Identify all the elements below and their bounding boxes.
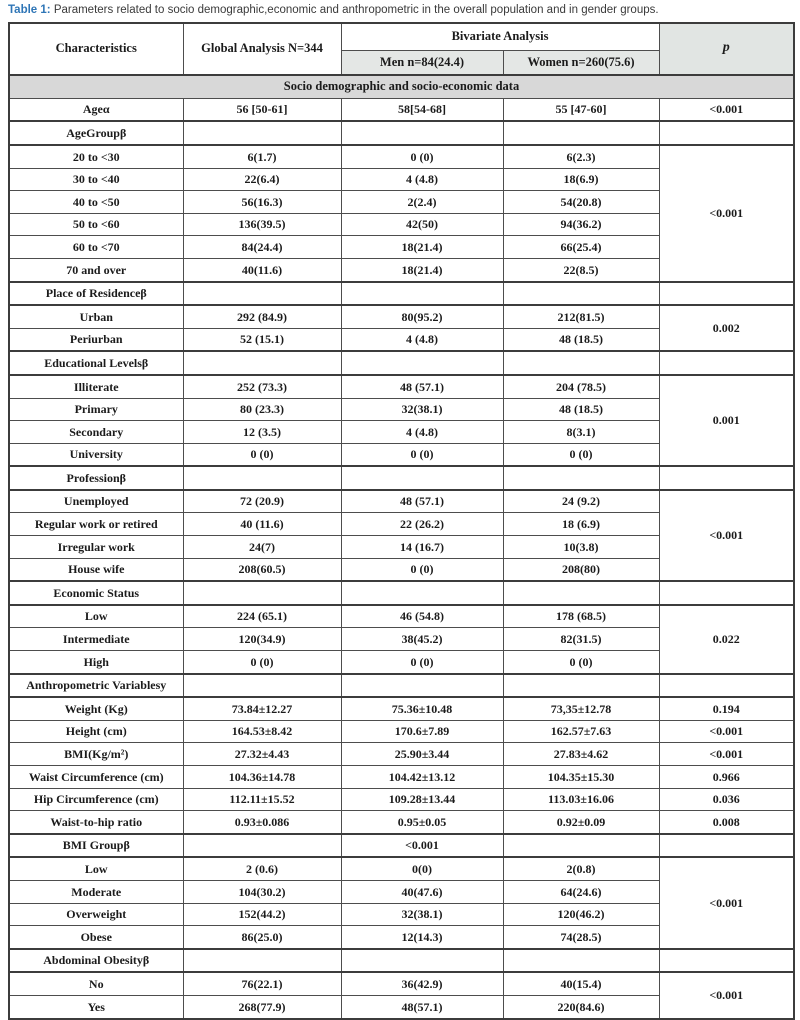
cell-global: 12 (3.5) — [183, 421, 341, 444]
cell-global — [183, 581, 341, 605]
row-label: University — [9, 443, 183, 466]
cell-women: 74(28.5) — [503, 926, 659, 949]
cell-women: 162.57±7.63 — [503, 720, 659, 743]
row-label: Educational Levelsβ — [9, 351, 183, 375]
row-label: Low — [9, 857, 183, 880]
section-band-row — [9, 75, 794, 99]
group-row — [9, 834, 794, 858]
header-women: Women n=260(75.6) — [503, 50, 659, 75]
row-label: 30 to <40 — [9, 168, 183, 191]
table-row — [9, 305, 794, 328]
cell-men: 2(2.4) — [341, 191, 503, 214]
row-label: Unemployed — [9, 490, 183, 513]
cell-men: 40(47.6) — [341, 880, 503, 903]
cell-men — [341, 581, 503, 605]
cell-p — [659, 949, 794, 973]
table-header — [9, 23, 794, 75]
cell-women: 48 (18.5) — [503, 328, 659, 351]
cell-women — [503, 674, 659, 698]
cell-men: 18(21.4) — [341, 258, 503, 281]
table-row — [9, 766, 794, 789]
cell-p: <0.001 — [659, 145, 794, 282]
cell-global: 136(39.5) — [183, 213, 341, 236]
table-row — [9, 811, 794, 834]
table-body — [9, 75, 794, 1019]
cell-global: 0 (0) — [183, 443, 341, 466]
cell-men: 14 (16.7) — [341, 536, 503, 559]
row-label: Primary — [9, 398, 183, 421]
table-row — [9, 605, 794, 628]
cell-women: 212(81.5) — [503, 305, 659, 328]
cell-p — [659, 834, 794, 858]
table-row — [9, 145, 794, 168]
cell-p — [659, 581, 794, 605]
parameters-table — [8, 22, 795, 1020]
cell-men: 48(57.1) — [341, 995, 503, 1018]
cell-women — [503, 351, 659, 375]
cell-men: 4 (4.8) — [341, 421, 503, 444]
row-label: Low — [9, 605, 183, 628]
row-label: Height (cm) — [9, 720, 183, 743]
cell-global: 104(30.2) — [183, 880, 341, 903]
row-label: Regular work or retired — [9, 513, 183, 536]
table-row — [9, 720, 794, 743]
table-caption-text: Parameters related to socio demographic,economic and anthropometric in the overall population and in gender groups. — [53, 4, 659, 16]
row-label: BMI Groupβ — [9, 834, 183, 858]
cell-p: <0.001 — [659, 972, 794, 1018]
cell-men: 0(0) — [341, 857, 503, 880]
group-row — [9, 282, 794, 306]
row-label: Professionβ — [9, 466, 183, 490]
cell-women: 0 (0) — [503, 651, 659, 674]
cell-women: 48 (18.5) — [503, 398, 659, 421]
cell-women: 18 (6.9) — [503, 513, 659, 536]
cell-global: 86(25.0) — [183, 926, 341, 949]
cell-p — [659, 351, 794, 375]
cell-women: 6(2.3) — [503, 145, 659, 168]
header-bivariate-analysis: Bivariate Analysis — [341, 23, 659, 51]
cell-women: 2(0.8) — [503, 857, 659, 880]
cell-men — [341, 351, 503, 375]
cell-men: 170.6±7.89 — [341, 720, 503, 743]
cell-women: 204 (78.5) — [503, 375, 659, 398]
table-row — [9, 972, 794, 995]
row-label: Secondary — [9, 421, 183, 444]
cell-men: 38(45.2) — [341, 628, 503, 651]
group-row — [9, 674, 794, 698]
cell-global: 73.84±12.27 — [183, 697, 341, 720]
cell-p: <0.001 — [659, 490, 794, 581]
cell-global: 56(16.3) — [183, 191, 341, 214]
cell-women: 0.92±0.09 — [503, 811, 659, 834]
table-row — [9, 697, 794, 720]
cell-global: 164.53±8.42 — [183, 720, 341, 743]
cell-men: 75.36±10.48 — [341, 697, 503, 720]
cell-women: 82(31.5) — [503, 628, 659, 651]
cell-women: 120(46.2) — [503, 903, 659, 926]
cell-women — [503, 834, 659, 858]
cell-global: 2 (0.6) — [183, 857, 341, 880]
cell-p: <0.001 — [659, 743, 794, 766]
cell-men: 48 (57.1) — [341, 375, 503, 398]
cell-men — [341, 674, 503, 698]
cell-women: 220(84.6) — [503, 995, 659, 1018]
group-row — [9, 121, 794, 145]
row-label: High — [9, 651, 183, 674]
cell-global: 120(34.9) — [183, 628, 341, 651]
cell-men: 48 (57.1) — [341, 490, 503, 513]
row-label: BMI(Kg/m²) — [9, 743, 183, 766]
group-row — [9, 466, 794, 490]
cell-men: 4 (4.8) — [341, 168, 503, 191]
row-label: 40 to <50 — [9, 191, 183, 214]
table-row — [9, 490, 794, 513]
row-label: Waist-to-hip ratio — [9, 811, 183, 834]
row-label: Abdominal Obesityβ — [9, 949, 183, 973]
table-caption-label: Table 1: — [8, 4, 51, 16]
table-row — [9, 857, 794, 880]
row-label: Moderate — [9, 880, 183, 903]
cell-global — [183, 466, 341, 490]
cell-global: 80 (23.3) — [183, 398, 341, 421]
cell-men: 42(50) — [341, 213, 503, 236]
row-label: AgeGroupβ — [9, 121, 183, 145]
table-row — [9, 788, 794, 811]
cell-women: 94(36.2) — [503, 213, 659, 236]
cell-p: <0.001 — [659, 98, 794, 121]
header-men: Men n=84(24.4) — [341, 50, 503, 75]
cell-men: 109.28±13.44 — [341, 788, 503, 811]
cell-men: 32(38.1) — [341, 398, 503, 421]
cell-men — [341, 466, 503, 490]
row-label: House wife — [9, 558, 183, 581]
row-label: 20 to <30 — [9, 145, 183, 168]
cell-global: 72 (20.9) — [183, 490, 341, 513]
cell-women: 73,35±12.78 — [503, 697, 659, 720]
cell-women: 66(25.4) — [503, 236, 659, 259]
row-label: Yes — [9, 995, 183, 1018]
cell-men: 0 (0) — [341, 443, 503, 466]
table-row — [9, 375, 794, 398]
cell-men: 12(14.3) — [341, 926, 503, 949]
cell-men: 36(42.9) — [341, 972, 503, 995]
cell-men: 46 (54.8) — [341, 605, 503, 628]
cell-global — [183, 351, 341, 375]
row-label: Anthropometric Variablesy — [9, 674, 183, 698]
cell-p — [659, 466, 794, 490]
cell-p: 0.008 — [659, 811, 794, 834]
cell-women: 40(15.4) — [503, 972, 659, 995]
cell-global: 208(60.5) — [183, 558, 341, 581]
cell-women — [503, 282, 659, 306]
cell-global — [183, 121, 341, 145]
cell-men — [341, 949, 503, 973]
cell-global: 84(24.4) — [183, 236, 341, 259]
cell-p: <0.001 — [659, 857, 794, 948]
row-label: Economic Status — [9, 581, 183, 605]
cell-p: 0.022 — [659, 605, 794, 674]
cell-women: 55 [47-60] — [503, 98, 659, 121]
cell-global: 224 (65.1) — [183, 605, 341, 628]
cell-women — [503, 466, 659, 490]
cell-global: 27.32±4.43 — [183, 743, 341, 766]
cell-men: 0 (0) — [341, 651, 503, 674]
cell-global: 6(1.7) — [183, 145, 341, 168]
cell-men: 0 (0) — [341, 558, 503, 581]
section-band-label: Socio demographic and socio-economic data — [9, 75, 794, 99]
row-label: Intermediate — [9, 628, 183, 651]
group-row — [9, 581, 794, 605]
cell-p: 0.194 — [659, 697, 794, 720]
header-p-value: p — [659, 23, 794, 75]
cell-men: 32(38.1) — [341, 903, 503, 926]
cell-women — [503, 581, 659, 605]
cell-p: <0.001 — [659, 720, 794, 743]
row-label: Periurban — [9, 328, 183, 351]
cell-women: 64(24.6) — [503, 880, 659, 903]
group-row — [9, 949, 794, 973]
cell-women: 104.35±15.30 — [503, 766, 659, 789]
cell-global: 22(6.4) — [183, 168, 341, 191]
table-row — [9, 98, 794, 121]
cell-women: 54(20.8) — [503, 191, 659, 214]
cell-women: 208(80) — [503, 558, 659, 581]
row-label: Ageα — [9, 98, 183, 121]
cell-global: 112.11±15.52 — [183, 788, 341, 811]
cell-p: 0.002 — [659, 305, 794, 351]
row-label: Illiterate — [9, 375, 183, 398]
cell-men: 58[54-68] — [341, 98, 503, 121]
table-caption — [0, 0, 800, 22]
row-label: Weight (Kg) — [9, 697, 183, 720]
cell-women: 113.03±16.06 — [503, 788, 659, 811]
cell-p: 0.001 — [659, 375, 794, 466]
cell-global: 152(44.2) — [183, 903, 341, 926]
cell-men: 0.95±0.05 — [341, 811, 503, 834]
cell-women: 10(3.8) — [503, 536, 659, 559]
cell-global — [183, 282, 341, 306]
cell-men: 25.90±3.44 — [341, 743, 503, 766]
cell-global: 252 (73.3) — [183, 375, 341, 398]
cell-global — [183, 949, 341, 973]
cell-men: 104.42±13.12 — [341, 766, 503, 789]
cell-women: 27.83±4.62 — [503, 743, 659, 766]
cell-p: 0.036 — [659, 788, 794, 811]
row-label: Place of Residenceβ — [9, 282, 183, 306]
cell-global: 56 [50-61] — [183, 98, 341, 121]
row-label: 70 and over — [9, 258, 183, 281]
cell-women — [503, 949, 659, 973]
cell-women — [503, 121, 659, 145]
cell-men: 18(21.4) — [341, 236, 503, 259]
row-label: No — [9, 972, 183, 995]
cell-women: 0 (0) — [503, 443, 659, 466]
cell-global: 0.93±0.086 — [183, 811, 341, 834]
cell-p — [659, 121, 794, 145]
row-label: Waist Circumference (cm) — [9, 766, 183, 789]
row-label: 60 to <70 — [9, 236, 183, 259]
cell-men: 80(95.2) — [341, 305, 503, 328]
cell-women: 8(3.1) — [503, 421, 659, 444]
cell-global: 292 (84.9) — [183, 305, 341, 328]
row-label: Obese — [9, 926, 183, 949]
cell-global — [183, 674, 341, 698]
cell-global: 40 (11.6) — [183, 513, 341, 536]
cell-men: <0.001 — [341, 834, 503, 858]
cell-men — [341, 121, 503, 145]
row-label: Hip Circumference (cm) — [9, 788, 183, 811]
cell-men: 22 (26.2) — [341, 513, 503, 536]
header-global-analysis: Global Analysis N=344 — [183, 23, 341, 75]
cell-global — [183, 834, 341, 858]
cell-global: 40(11.6) — [183, 258, 341, 281]
cell-p — [659, 674, 794, 698]
cell-men: 0 (0) — [341, 145, 503, 168]
cell-global: 76(22.1) — [183, 972, 341, 995]
row-label: Urban — [9, 305, 183, 328]
row-label: Overweight — [9, 903, 183, 926]
cell-women: 178 (68.5) — [503, 605, 659, 628]
cell-women: 18(6.9) — [503, 168, 659, 191]
row-label: 50 to <60 — [9, 213, 183, 236]
group-row — [9, 351, 794, 375]
cell-p: 0.966 — [659, 766, 794, 789]
cell-global: 52 (15.1) — [183, 328, 341, 351]
cell-p — [659, 282, 794, 306]
cell-women: 24 (9.2) — [503, 490, 659, 513]
cell-global: 104.36±14.78 — [183, 766, 341, 789]
cell-global: 0 (0) — [183, 651, 341, 674]
table-row — [9, 743, 794, 766]
cell-women: 22(8.5) — [503, 258, 659, 281]
header-row-1 — [9, 23, 794, 51]
cell-men: 4 (4.8) — [341, 328, 503, 351]
header-characteristics: Characteristics — [9, 23, 183, 75]
cell-men — [341, 282, 503, 306]
cell-global: 268(77.9) — [183, 995, 341, 1018]
cell-global: 24(7) — [183, 536, 341, 559]
row-label: Irregular work — [9, 536, 183, 559]
